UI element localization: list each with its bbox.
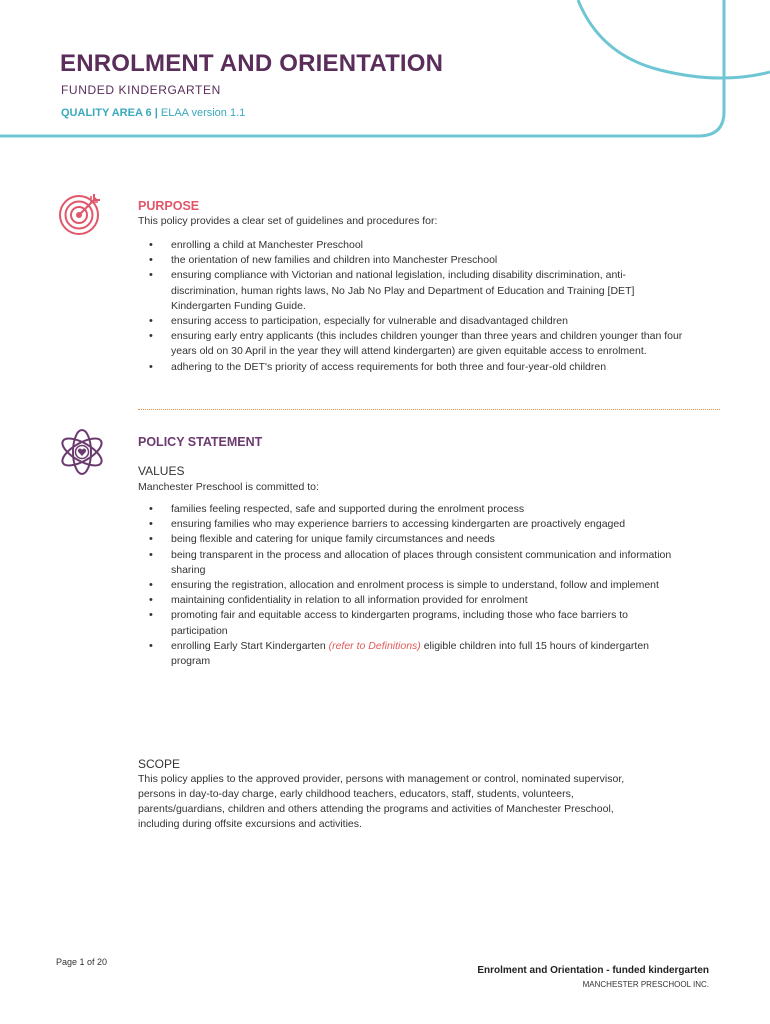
scope-text: This policy applies to the approved provider, persons with management or control, nominated supervisor, persons in day-to-day charge, early childhood teachers, educators, staff, students, volunteers, parents/guardians, children and others attending the programs and activities of Manchester Preschool, including during offsite excursions and activities. (138, 773, 625, 830)
scope-heading: SCOPE (138, 757, 181, 771)
list-item: • being transparent in the process and allocation of places through consistent communication and information sharing (140, 548, 685, 578)
list-item: • ensuring compliance with Victorian and national legislation, including disability discrimination, anti-discrimination, human rights laws, No Jab No Play and Department of Education and Training [DET] Kindergarten Funding Guide. (140, 268, 685, 314)
purpose-list (140, 238, 685, 375)
page-number: Page 1 of 20 (56, 957, 108, 967)
definitions-reference-link[interactable]: (refer to Definitions) (328, 639, 421, 652)
list-item: • ensuring access to participation, especially for vulnerable and disadvantaged children (140, 314, 685, 329)
list-item: • enrolling a child at Manchester Preschool (140, 238, 685, 253)
list-item (140, 639, 685, 669)
quality-area-label: QUALITY AREA 6 (61, 107, 152, 119)
values-intro: Manchester Preschool is committed to: (138, 481, 319, 493)
list-item: • ensuring the registration, allocation and enrolment process is simple to understand, follow and implement (140, 578, 685, 593)
version-label: ELAA version 1.1 (160, 107, 246, 119)
footer-organisation: MANCHESTER PRESCHOOL INC. (582, 980, 709, 989)
list-item: • adhering to the DET's priority of access requirements for both three and four-year-old children (140, 360, 685, 375)
purpose-intro: This policy provides a clear set of guidelines and procedures for: (138, 215, 438, 227)
page-title: ENROLMENT AND ORIENTATION (60, 50, 444, 77)
purpose-heading: PURPOSE (138, 199, 200, 213)
list-item: • the orientation of new families and children into Manchester Preschool (140, 253, 685, 268)
section-divider (138, 409, 720, 410)
atom-heart-icon (56, 426, 108, 478)
list-item: • ensuring families who may experience barriers to accessing kindergarten are proactively engaged (140, 517, 685, 532)
quality-area-line (61, 107, 245, 119)
list-item: • maintaining confidentiality in relation to all information provided for enrolment (140, 593, 685, 608)
policy-heading: POLICY STATEMENT (138, 435, 263, 449)
list-item-text: enrolling Early Start Kindergarten (171, 639, 329, 652)
page-subtitle: FUNDED KINDERGARTEN (61, 83, 221, 97)
quality-area-separator: | (151, 107, 161, 119)
target-icon (58, 190, 104, 236)
values-heading: VALUES (138, 464, 185, 478)
list-item: • promoting fair and equitable access to kindergarten programs, including those who face barriers to participation (140, 608, 685, 638)
list-item: • ensuring early entry applicants (this includes children younger than three years and children younger than four years old on 30 April in the year they will attend kindergarten) are given equitable access to enrolment. (140, 329, 685, 359)
values-list (140, 502, 685, 669)
list-item-text: eligible children into full 15 hours of kindergarten program (171, 639, 650, 668)
footer-document-title: Enrolment and Orientation - funded kindergarten (477, 965, 709, 976)
list-item: • families feeling respected, safe and supported during the enrolment process (140, 502, 685, 517)
list-item: • being flexible and catering for unique family circumstances and needs (140, 532, 685, 547)
